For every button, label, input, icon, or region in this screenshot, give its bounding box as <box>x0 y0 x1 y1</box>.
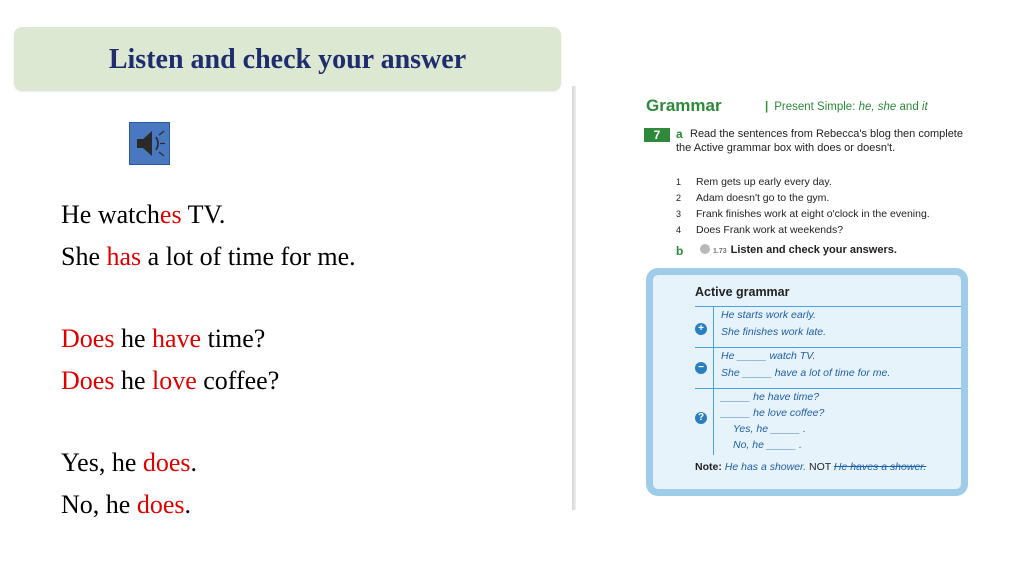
sentence-fragment: coffee? <box>196 366 280 395</box>
question-example: _____ he have time? <box>721 391 820 403</box>
question-icon: ? <box>695 412 707 424</box>
vertical-rule <box>713 307 714 347</box>
listen-instruction <box>700 244 897 256</box>
sentence-number: 2 <box>676 193 682 203</box>
active-grammar-box <box>646 268 968 496</box>
example-line <box>61 242 356 272</box>
subheading-and: and <box>896 101 922 113</box>
sentence-fragment: No, he <box>61 490 137 519</box>
minus-icon: − <box>695 362 707 374</box>
sentence-fragment: . <box>184 490 191 519</box>
negative-example: She _____ have a lot of time for me. <box>721 367 891 379</box>
slide-title: Listen and check your answer <box>108 44 467 75</box>
part-a-label: a <box>676 127 683 141</box>
rule-line <box>695 306 961 307</box>
sentence-fragment: . <box>190 448 198 477</box>
highlighted-word: Does <box>61 366 115 395</box>
active-grammar-title: Active grammar <box>695 285 790 299</box>
example-line <box>61 448 197 478</box>
sentence-text: Frank finishes work at eight o'clock in the evening. <box>696 208 930 220</box>
positive-example: She finishes work late. <box>721 326 827 338</box>
positive-example: He starts work early. <box>721 309 816 321</box>
textbook-excerpt <box>640 92 985 512</box>
sentence-number: 3 <box>676 209 682 219</box>
note-label: Note: <box>695 461 722 473</box>
sentence-text: Rem gets up early every day. <box>696 176 832 188</box>
sentence-fragment: he <box>114 324 152 353</box>
sentence-fragment: She <box>61 242 107 271</box>
question-example: _____ he love coffee? <box>721 407 825 419</box>
sentence-item <box>676 224 843 236</box>
note-text: He has a shower. <box>724 461 807 473</box>
highlighted-word: does <box>142 448 191 477</box>
vertical-rule <box>713 389 714 455</box>
note-not: NOT <box>809 461 831 473</box>
grammar-heading: Grammar <box>646 96 722 115</box>
part-b-label: b <box>676 244 684 258</box>
subheading-pronouns: he, she <box>858 101 897 113</box>
sentence-item <box>676 176 832 188</box>
speaker-icon[interactable] <box>129 122 170 165</box>
highlighted-word: es <box>159 200 182 229</box>
example-line <box>61 200 225 230</box>
sentence-number: 1 <box>676 177 682 187</box>
vertical-rule <box>713 348 714 388</box>
cd-icon[interactable] <box>700 244 710 254</box>
highlighted-word: Does <box>61 324 115 353</box>
rule-line <box>695 347 961 348</box>
sentence-fragment: He watch <box>61 200 160 229</box>
example-line <box>61 490 191 520</box>
highlighted-word: has <box>106 242 142 271</box>
sentence-item <box>676 208 930 220</box>
sentence-fragment: time? <box>201 324 266 353</box>
sentence-fragment: TV. <box>181 200 226 229</box>
sentence-item <box>676 192 829 204</box>
sentence-fragment: a lot of time for me. <box>141 242 356 271</box>
grammar-note <box>695 461 955 474</box>
listen-text: Listen and check your answers. <box>730 244 897 256</box>
sentence-text: Adam doesn't go to the gym. <box>696 192 830 204</box>
subheading-prefix: Present Simple: <box>774 101 859 113</box>
example-line <box>61 366 279 396</box>
exercise-instruction: Read the sentences from Rebecca's blog then complete the Active grammar box with does or doesn't. <box>676 128 963 154</box>
track-number: 1.73 <box>713 248 727 255</box>
rule-line <box>695 388 961 389</box>
sentence-fragment: Yes, he <box>61 448 143 477</box>
sentence-number: 4 <box>676 225 682 235</box>
negative-example: He _____ watch TV. <box>721 350 816 362</box>
plus-icon: + <box>695 323 707 335</box>
sentence-text: Does Frank work at weekends? <box>696 224 844 236</box>
sentence-fragment: he <box>114 366 152 395</box>
title-banner <box>14 27 561 91</box>
example-line <box>61 324 265 354</box>
exercise-number: 7 <box>644 128 670 142</box>
highlighted-word: love <box>151 366 197 395</box>
question-answer: Yes, he _____ . <box>733 423 806 435</box>
divider <box>572 86 576 510</box>
grammar-subheading: | Present Simple: he, she and it <box>765 101 928 113</box>
highlighted-word: have <box>151 324 202 353</box>
question-answer: No, he _____ . <box>733 439 802 451</box>
note-incorrect: He haves a shower. <box>833 461 927 473</box>
subheading-it: it <box>921 101 928 113</box>
highlighted-word: does <box>136 490 185 519</box>
